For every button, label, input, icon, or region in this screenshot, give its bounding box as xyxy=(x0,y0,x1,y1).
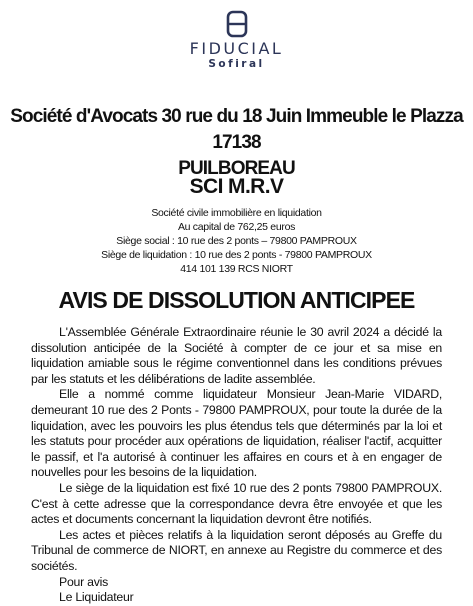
notice-paragraph: L'Assemblée Générale Extraordinaire réunie le 30 avril 2024 a décidé la dissolution anticipée de la Société à compter de ce jour et sa mise en liquidation amiable sous le régime conventionnel dans les conditions prévues par les statuts et les délibérations de ladite assemblée. xyxy=(31,325,442,386)
law-firm-address: Société d'Avocats 30 rue du 18 Juin Immeuble le Plazza 17138 xyxy=(10,106,463,153)
notice-body xyxy=(31,325,442,606)
company-capital: Au capital de 762,25 euros xyxy=(177,221,296,233)
notice-title: AVIS DE DISSOLUTION ANTICIPEE xyxy=(58,287,415,313)
notice-closing: Pour avis xyxy=(59,574,109,589)
company-name: SCI M.R.V xyxy=(189,175,284,198)
law-firm-header xyxy=(0,104,473,182)
brand-logo xyxy=(0,10,473,71)
notice-paragraph: Le siège de la liquidation est fixé 10 rue des 2 ponts 79800 PAMPROUX. C'est à cette adresse que la correspondance devra être envoyée et que les actes et documents concernant la liquidation devront être notifiés. xyxy=(31,480,442,527)
company-form: Société civile immobilière en liquidation xyxy=(151,207,322,219)
brand-subname: Sofiral xyxy=(208,58,265,70)
brand-name: FIDUCIAL xyxy=(189,39,284,58)
law-firm-city: PUILBOREAU xyxy=(178,158,295,179)
company-rcs: 414 101 139 RCS NIORT xyxy=(180,263,293,275)
notice-signature: Le Liquidateur xyxy=(59,590,134,605)
notice-paragraph: Elle a nommé comme liquidateur Monsieur Jean-Marie VIDARD, demeurant 10 rue des 2 Ponts - 79800 PAMPROUX, pour toute la durée de la liquidation, avec les pouvoirs les plus étendus tels que déterminés par la loi et les statuts pour procéder aux opérations de liquidation, réaliser l'actif, acquitter le passif, et l'a autorisé à continuer les affaires en cours et à en engager de nouvelles pour les besoins de la liquidation. xyxy=(31,387,442,480)
company-details xyxy=(0,206,473,276)
company-seat: Siège social : 10 rue des 2 ponts – 79800 PAMPROUX xyxy=(116,235,357,247)
notice-paragraph: Les actes et pièces relatifs à la liquidation seront déposés au Greffe du Tribunal de commerce de NIORT, en annexe au Registre du commerce et des sociétés. xyxy=(31,527,442,573)
company-liquidation-seat: Siège de liquidation : 10 rue des 2 ponts - 79800 PAMPROUX xyxy=(101,249,372,261)
fiducial-logo-icon xyxy=(226,10,248,38)
